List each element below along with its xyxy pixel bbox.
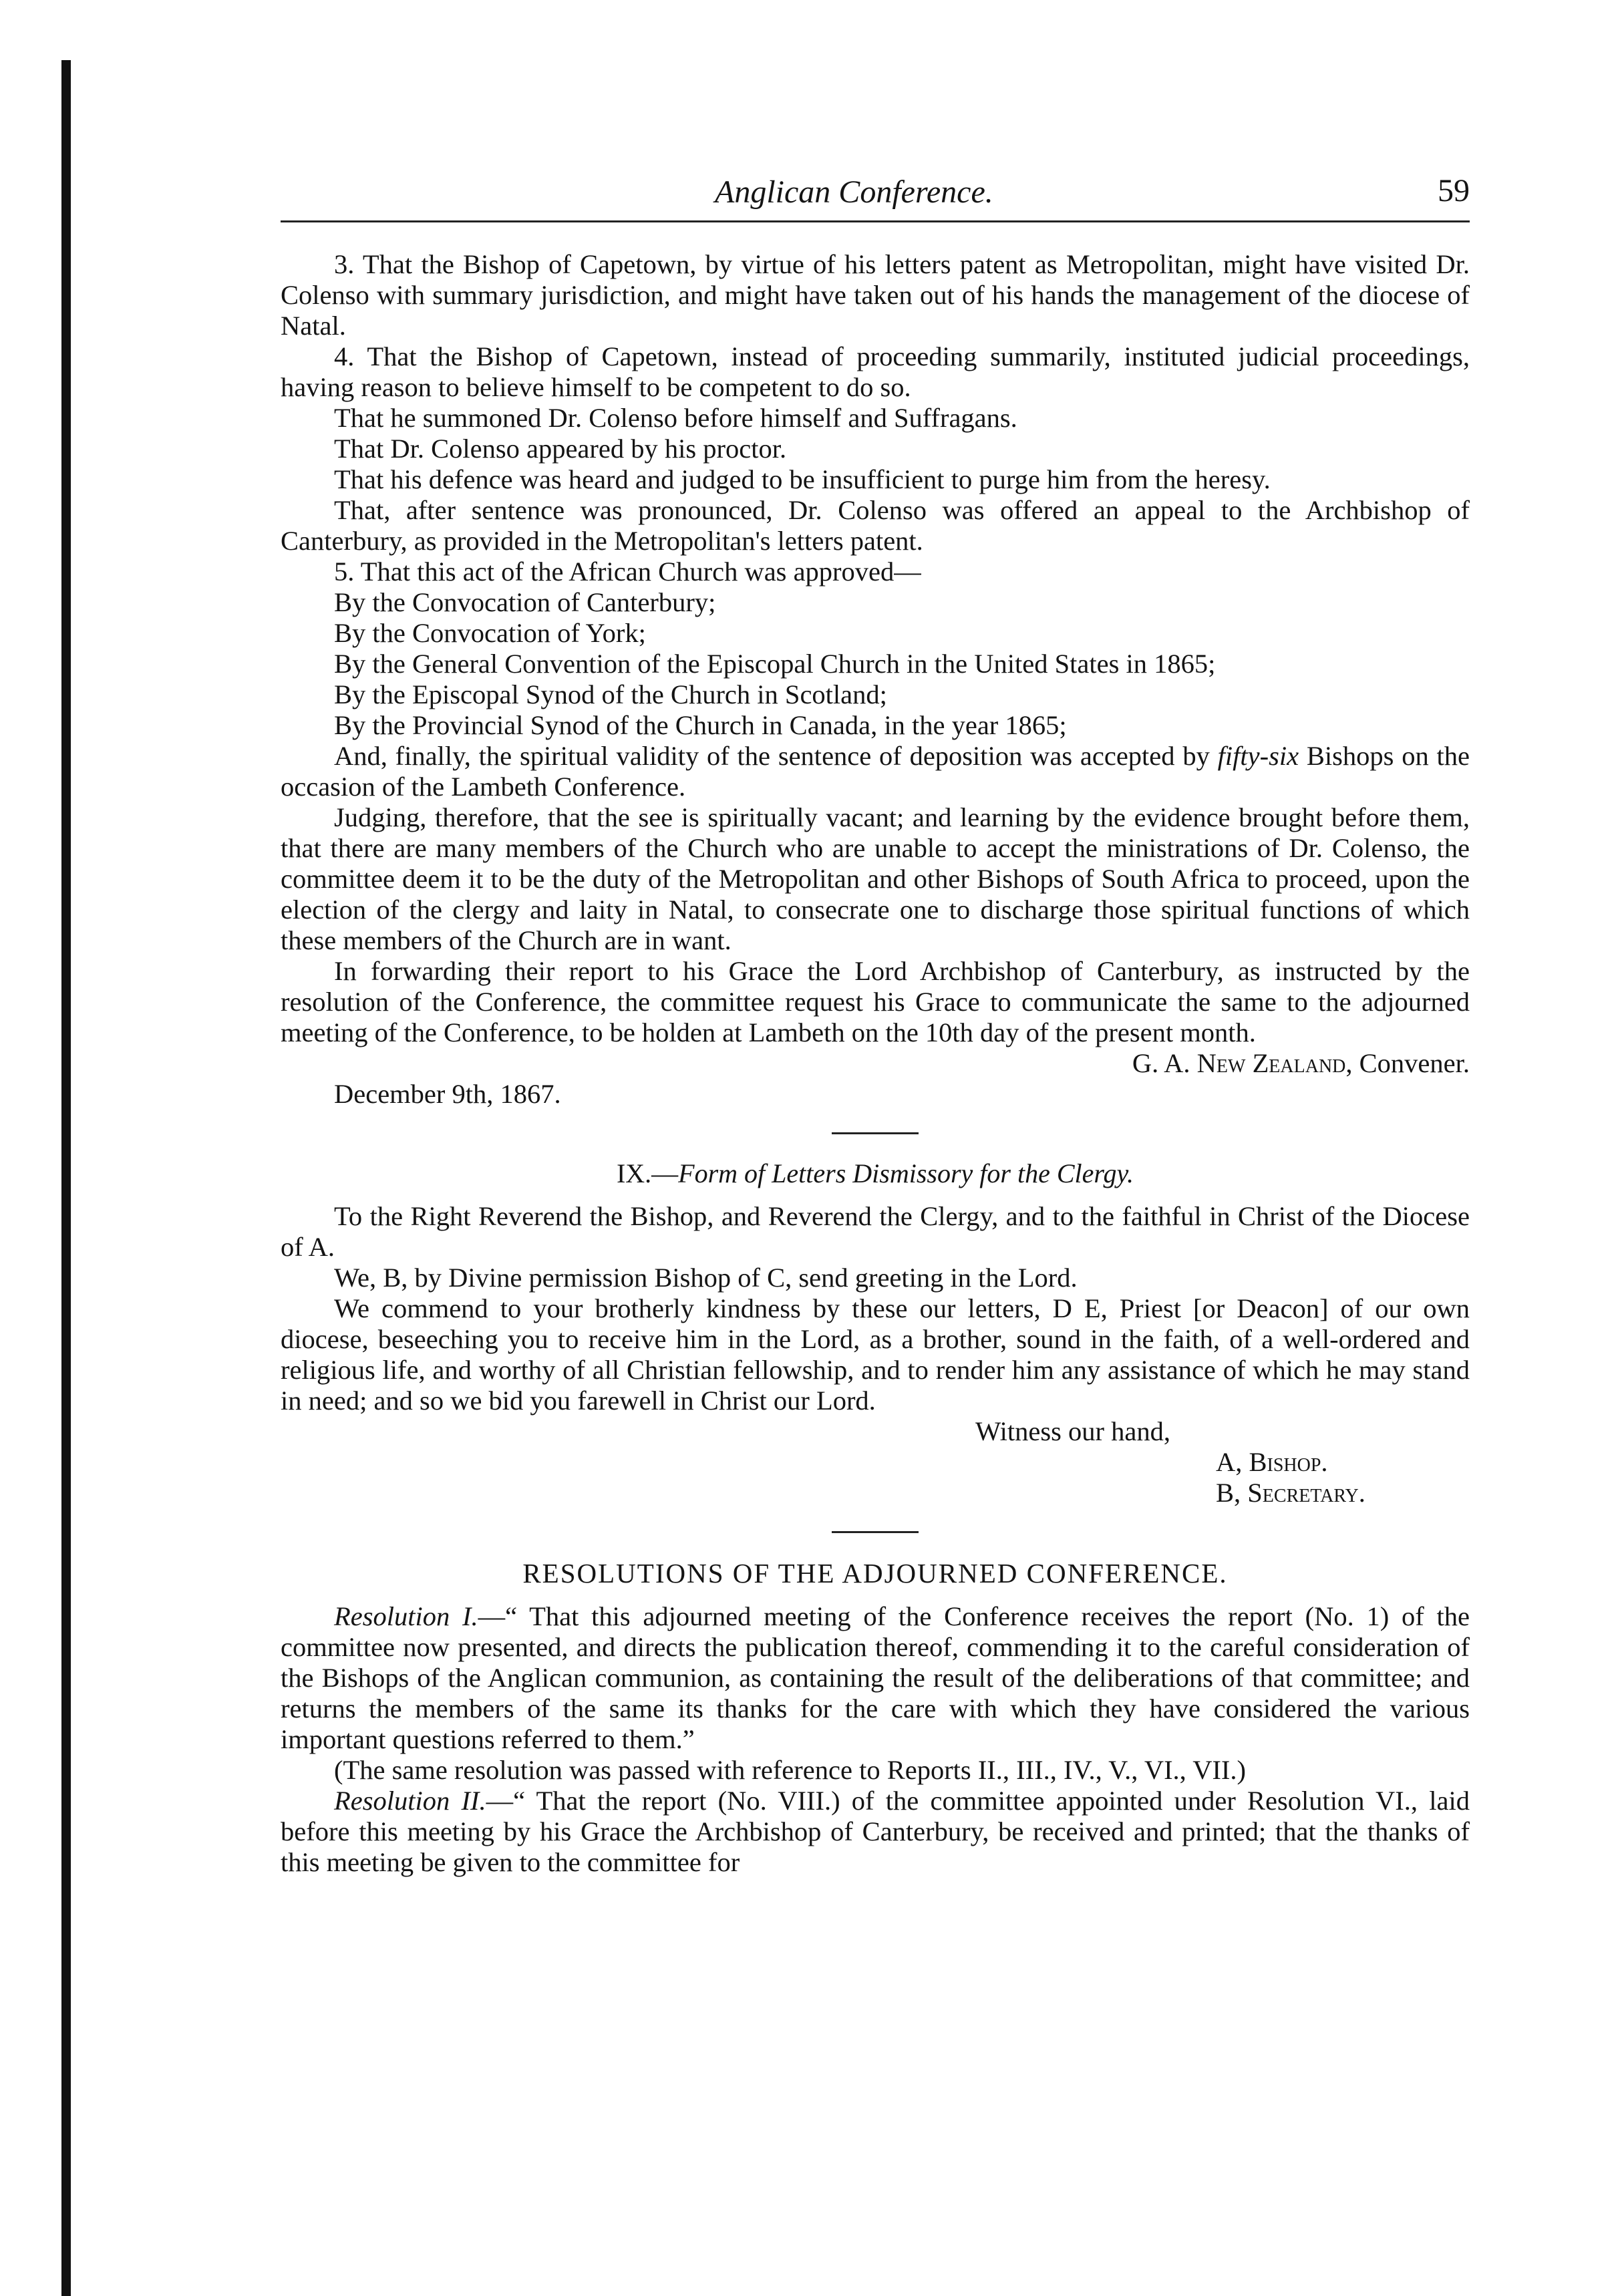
letter-greeting: We, B, by Divine permission Bishop of C, send greeting in the Lord. <box>334 1263 1078 1293</box>
resolution-2-label: Resolution II. <box>334 1786 486 1816</box>
report-line-approved: 5. That this act of the African Church was approved— <box>334 556 921 587</box>
finally-text-start: And, finally, the spiritual validity of the sentence of deposition was accepted by <box>334 741 1218 771</box>
convener-signature <box>281 1048 1470 1079</box>
report-paragraph-3: 3. That the Bishop of Capetown, by virtue of his letters patent as Metropolitan, might have visited Dr. Colenso with summary jurisdiction, and might have taken out of his hands the management of the diocese of Natal. <box>281 249 1470 341</box>
resolutions-heading: RESOLUTIONS OF THE ADJOURNED CONFERENCE. <box>522 1558 1228 1589</box>
section-heading: Form of Letters Dismissory for the Clergy. <box>678 1158 1134 1188</box>
approval-item: By the Episcopal Synod of the Church in Scotland; <box>334 679 887 709</box>
approval-item: By the Provincial Synod of the Church in Canada, in the year 1865; <box>334 710 1067 740</box>
resolution-1-text: —“ That this adjourned meeting of the Conference receives the report (No. 1) of the committee now presented, and directs the publication thereof, commending it to the careful consideration of the Bishops of the Anglican communion, as containing the result of the deliberations of that committee; and returns the members of the same its thanks for the care with which they have considered the various important questions referred to them.” <box>281 1601 1470 1754</box>
letter-address: To the Right Reverend the Bishop, and Reverend the Clergy, and to the faithful in Christ of the Diocese of A. <box>281 1201 1470 1262</box>
resolution-2-text: —“ That the report (No. VIII.) of the committee appointed under Resolution VI., laid before this meeting by his Grace the Archbishop of Canterbury, be received and printed; that the thanks of this meeting be given to the committee for <box>281 1786 1470 1877</box>
approval-item: By the General Convention of the Episcopal Church in the United States in 1865; <box>334 649 1216 679</box>
running-header <box>281 167 1470 222</box>
finally-text-end: Bishops on the occasion of the Lambeth Conference. <box>281 741 1470 802</box>
running-title: Anglican Conference. <box>715 174 993 210</box>
letter-witness: Witness our hand, <box>975 1416 1170 1446</box>
section-number: IX.— <box>616 1158 679 1188</box>
section-divider <box>832 1531 919 1533</box>
report-line-proctor: That Dr. Colenso appeared by his proctor. <box>334 434 787 464</box>
convener-name: G. A. New Zealand <box>1132 1048 1346 1078</box>
document-page <box>281 167 1470 1878</box>
report-paragraph-defence: That his defence was heard and judged to be insufficient to purge him from the heresy. <box>334 464 1271 494</box>
section-ix-title <box>281 1158 1470 1189</box>
approval-item: By the Convocation of Canterbury; <box>334 587 716 617</box>
page-number: 59 <box>1438 173 1470 208</box>
report-date: December 9th, 1867. <box>334 1079 561 1109</box>
letter-body: We commend to your brotherly kindness by these our letters, D E, Priest [or Deacon] of our own diocese, beseeching you to receive him in the Lord, as a brother, sound in the faith, of a well-ordered and religious life, and worthy of all Christian fellowship, and to render him any assistance of which he may stand in need; and so we bid you farewell in Christ our Lord. <box>281 1293 1470 1416</box>
report-line-summoned: That he summoned Dr. Colenso before himself and Suffragans. <box>334 403 1017 433</box>
resolution-1 <box>281 1601 1470 1755</box>
resolution-1-label: Resolution I. <box>334 1601 478 1631</box>
report-paragraph-judging: Judging, therefore, that the see is spiritually vacant; and learning by the evidence brought before them, that there are many members of the Church who are unable to accept the ministrations of Dr. Colenso, the committee deem it to be the duty of the Metropolitan and other Bishops of South Africa to proceed, upon the election of the clergy and laity in Natal, to consecrate one to discharge those spiritual functions of which these members of the Church are in want. <box>281 802 1470 955</box>
binding-edge <box>61 60 71 2296</box>
report-paragraph-appeal: That, after sentence was pronounced, Dr. Colenso was offered an appeal to the Archbishop of Canterbury, as provided in the Metropolitan's letters patent. <box>281 495 1470 556</box>
signature-secretary: B, Secretary. <box>1216 1478 1365 1508</box>
report-paragraph-4: 4. That the Bishop of Capetown, instead of proceeding summarily, instituted judicial proceedings, having reason to believe himself to be competent to do so. <box>281 341 1470 402</box>
report-paragraph-finally <box>281 741 1470 802</box>
signature-bishop: A, Bishop. <box>1216 1447 1328 1477</box>
resolution-2 <box>281 1786 1470 1878</box>
approval-item: By the Convocation of York; <box>334 618 646 648</box>
report-paragraph-forwarding: In forwarding their report to his Grace the Lord Archbishop of Canterbury, as instructed by the resolution of the Conference, the committee request his Grace to communicate the same to the adjourned meeting of the Conference, to be holden at Lambeth on the 10th day of the present month. <box>281 956 1470 1047</box>
convener-block <box>1132 1048 1470 1079</box>
convener-title: , Convener. <box>1345 1048 1470 1078</box>
finally-count: fifty-six <box>1217 741 1299 771</box>
section-divider <box>832 1132 919 1134</box>
resolution-1-note: (The same resolution was passed with reference to Reports II., III., IV., V., VI., VII.) <box>334 1755 1247 1785</box>
